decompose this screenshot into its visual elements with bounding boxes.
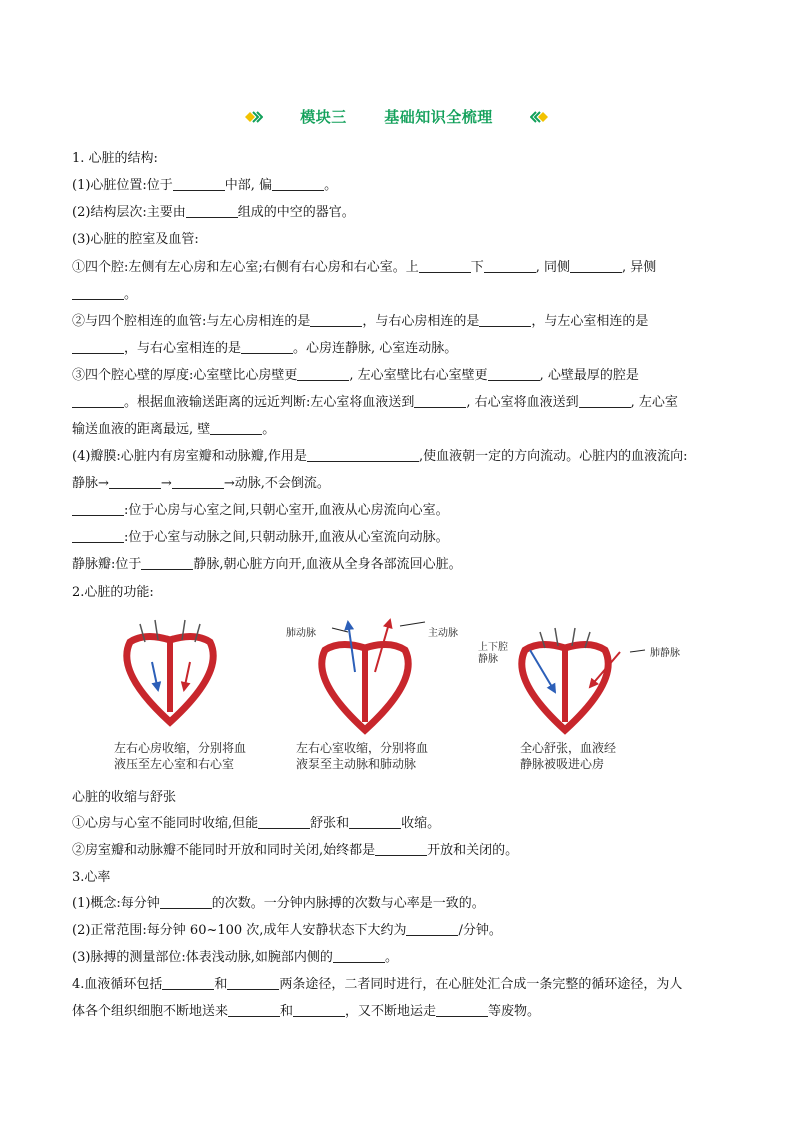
answer-blank[interactable] — [241, 340, 293, 354]
module-label: 模块三 — [300, 108, 347, 126]
paragraph-pulse-site: (3)脉搏的测量部位:体表浅动脉,如腕部内侧的 。 — [72, 950, 398, 965]
answer-blank[interactable] — [172, 475, 224, 489]
answer-blank[interactable] — [375, 842, 427, 856]
paragraph-vessels-cont: ，与右心室相连的是 。心房连静脉, 心室连动脉。 — [72, 340, 457, 358]
caption-diastole: 全心舒张，血液经 静脉被吸进心房 — [520, 741, 617, 771]
paragraph-valves: (4)瓣膜:心脏内有房室瓣和动脉瓣,作用是 ,使血液朝一定的方向流动。心脏内的血液流向: — [72, 449, 688, 464]
answer-blank[interactable] — [109, 475, 161, 489]
label-pulmonary-vein: 肺静脉 — [650, 648, 680, 659]
answer-blank[interactable] — [570, 259, 622, 273]
answer-blank[interactable] — [173, 177, 225, 191]
paragraph-contraction-1: ①心房与心室不能同时收缩,但能 舒张和 收缩。 — [72, 816, 441, 831]
label-pulmonary-artery: 肺动脉 — [286, 628, 316, 639]
answer-blank[interactable] — [349, 815, 401, 829]
answer-blank[interactable] — [419, 259, 471, 273]
right-diamond-icon — [530, 109, 552, 125]
answer-blank[interactable] — [258, 815, 310, 829]
heart-atrial-systole — [127, 620, 213, 722]
heart-diastole — [522, 628, 645, 730]
answer-blank[interactable] — [72, 394, 124, 408]
answer-blank[interactable] — [141, 556, 193, 570]
paragraph-wall-thickness: ③四个腔心壁的厚度:心室壁比心房壁更 , 左心室壁比右心室壁更 , 心壁最厚的腔是 — [72, 368, 639, 383]
answer-blank[interactable] — [333, 949, 385, 963]
answer-blank[interactable] — [160, 895, 212, 909]
paragraph-av-valve: :位于心房与心室之间,只朝心室开,血液从心房流向心室。 — [72, 502, 449, 520]
label-aorta: 主动脉 — [428, 628, 458, 639]
answer-blank[interactable] — [272, 177, 324, 191]
paragraph-rate-range: (2)正常范围:每分钟 60~100 次,成年人安静状态下大约为 /分钟。 — [72, 923, 502, 938]
answer-blank[interactable] — [210, 421, 262, 435]
paragraph-four-chambers: ①四个腔:左侧有左心房和左心室;右侧有右心房和右心室。上 下 , 同侧 , 异侧 — [72, 260, 657, 275]
answer-blank[interactable] — [579, 394, 631, 408]
answer-blank[interactable] — [307, 448, 419, 462]
paragraph-contraction-2: ②房室瓣和动脉瓣不能同时开放和同时关闭,始终都是 开放和关闭的。 — [72, 843, 519, 858]
section-heading-function: 2.心脏的功能: — [72, 585, 154, 600]
paragraph-vessels: ②与四个腔相连的血管:与左心房相连的是 ，与右心房相连的是 ，与左心室相连的是 — [72, 314, 649, 329]
answer-blank[interactable] — [436, 1003, 488, 1017]
answer-blank[interactable] — [310, 313, 362, 327]
answer-blank[interactable] — [72, 340, 124, 354]
module-title — [0, 106, 793, 127]
paragraph-blood-flow: 静脉→ → →动脉,不会倒流。 — [72, 476, 330, 491]
paragraph-layers: (2)结构层次:主要由 组成的中空的器官。 — [72, 205, 355, 220]
paragraph-circulation: 4.血液循环包括 和 两条途径，二者同时进行，在心脏处汇合成一条完整的循环途径，为人 — [72, 977, 683, 992]
paragraph-venous-valve: 静脉瓣:位于 静脉,朝心脏方向开,血液从全身各部流回心脏。 — [72, 557, 462, 572]
label-vena-cava: 上下腔 静脉 — [478, 642, 508, 665]
answer-blank[interactable] — [297, 367, 349, 381]
paragraph-circulation-cont: 体各个组织细胞不断地送来 和 ，又不断地运走 等废物。 — [72, 1004, 541, 1019]
paragraph-four-chambers-cont: 。 — [72, 286, 137, 304]
paragraph-arterial-valve: :位于心室与动脉之间,只朝动脉开,血液从心室流向动脉。 — [72, 529, 449, 547]
caption-atrial-systole: 左右心房收缩，分别将血 液压至左心室和右心室 — [114, 741, 247, 771]
paragraph-rate-concept: (1)概念:每分钟 的次数。一分钟内脉搏的次数与心率是一致的。 — [72, 896, 485, 911]
caption-ventricular-systole: 左右心室收缩，分别将血 液泵至主动脉和肺动脉 — [296, 741, 429, 771]
page-title: 基础知识全梳理 — [384, 108, 493, 126]
paragraph-wall-thickness-end: 输送血液的距离最远, 壁 。 — [72, 422, 276, 437]
paragraph-wall-thickness-cont: 。根据血液输送距离的远近判断:左心室将血液送到 , 右心室将血液送到 , 左心室 — [72, 394, 678, 412]
heart-ventricular-systole — [322, 620, 425, 730]
answer-blank[interactable] — [72, 286, 124, 300]
answer-blank[interactable] — [186, 204, 238, 218]
left-diamond-icon — [241, 109, 263, 125]
answer-blank[interactable] — [414, 394, 466, 408]
answer-blank[interactable] — [162, 976, 214, 990]
answer-blank[interactable] — [72, 502, 124, 516]
answer-blank[interactable] — [227, 976, 279, 990]
subheading-contraction: 心脏的收缩与舒张 — [72, 790, 177, 805]
answer-blank[interactable] — [72, 529, 124, 543]
heart-cycle-figure — [100, 612, 700, 782]
answer-blank[interactable] — [479, 313, 531, 327]
section-heading-heart-rate: 3.心率 — [72, 870, 111, 885]
answer-blank[interactable] — [484, 259, 536, 273]
answer-blank[interactable] — [293, 1003, 345, 1017]
section-heading-structure: 1. 心脏的结构: — [72, 151, 158, 166]
heart-diagram — [100, 612, 700, 742]
paragraph-chambers-heading: (3)心脏的腔室及血管: — [72, 232, 199, 247]
answer-blank[interactable] — [406, 922, 458, 936]
paragraph-position: (1)心脏位置:位于 中部, 偏 。 — [72, 178, 338, 193]
answer-blank[interactable] — [488, 367, 540, 381]
answer-blank[interactable] — [228, 1003, 280, 1017]
